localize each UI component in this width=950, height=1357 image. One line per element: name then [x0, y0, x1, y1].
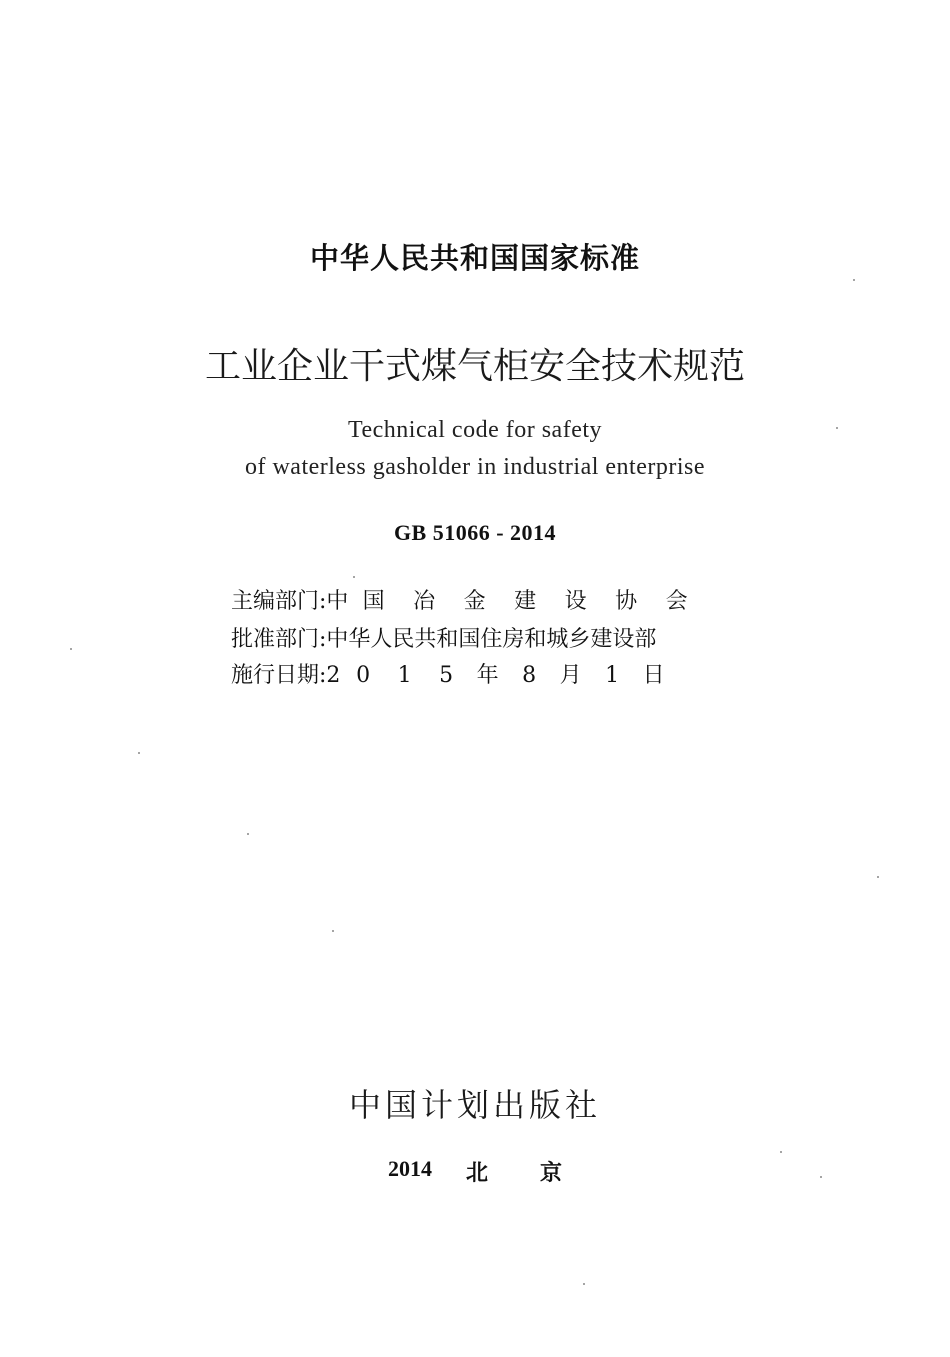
approver-label: 批准部门:	[231, 626, 327, 652]
standard-series-heading: 中华人民共和国国家标准	[309, 241, 640, 275]
date-char: 日	[642, 662, 665, 688]
scan-speck	[138, 752, 140, 754]
date-char: 1	[397, 662, 412, 688]
scan-speck	[353, 576, 355, 578]
date-char: 8	[522, 662, 537, 688]
date-char: 月	[559, 662, 582, 688]
editor-char: 会	[665, 588, 688, 614]
standard-code: GB 51066 - 2014	[393, 520, 557, 545]
effective-date-value	[326, 658, 674, 689]
scan-speck	[853, 279, 855, 281]
editor-char: 中	[326, 588, 349, 614]
scan-speck	[820, 1176, 822, 1178]
editor-char: 国	[362, 588, 385, 614]
english-title-line-2: of waterless gasholder in industrial enterprise	[244, 454, 706, 480]
scan-speck	[70, 648, 72, 650]
publication-city-char-1: 北	[466, 1160, 489, 1186]
editor-label: 主编部门:	[231, 588, 327, 614]
editor-value	[326, 584, 702, 615]
date-char: 2	[326, 662, 341, 688]
editor-char: 协	[615, 588, 638, 614]
date-char: 5	[439, 662, 454, 688]
scan-speck	[877, 876, 879, 878]
approver-value: 中华人民共和国住房和城乡建设部	[326, 626, 657, 652]
scan-speck	[332, 930, 334, 932]
publisher-name: 中国计划出版社	[348, 1086, 601, 1124]
date-char: 1	[605, 662, 620, 688]
editor-char: 设	[564, 588, 587, 614]
editor-row	[231, 582, 702, 616]
publication-city-char-2: 京	[540, 1160, 563, 1186]
scan-speck	[583, 1283, 585, 1285]
chinese-title: 工业企业干式煤气柜安全技术规范	[204, 346, 745, 387]
publication-place	[388, 1156, 563, 1186]
publication-year: 2014	[388, 1156, 432, 1181]
approver-row	[231, 620, 656, 654]
editor-char: 建	[514, 588, 537, 614]
editor-char: 冶	[413, 588, 436, 614]
effective-date-label: 施行日期:	[231, 662, 327, 688]
date-char: 0	[356, 662, 371, 688]
scan-speck	[836, 427, 838, 429]
scan-speck	[247, 833, 249, 835]
english-title-line-1: Technical code for safety	[347, 417, 603, 443]
effective-date-row	[231, 656, 674, 690]
editor-char: 金	[463, 588, 486, 614]
date-char: 年	[476, 662, 499, 688]
scan-speck	[780, 1151, 782, 1153]
